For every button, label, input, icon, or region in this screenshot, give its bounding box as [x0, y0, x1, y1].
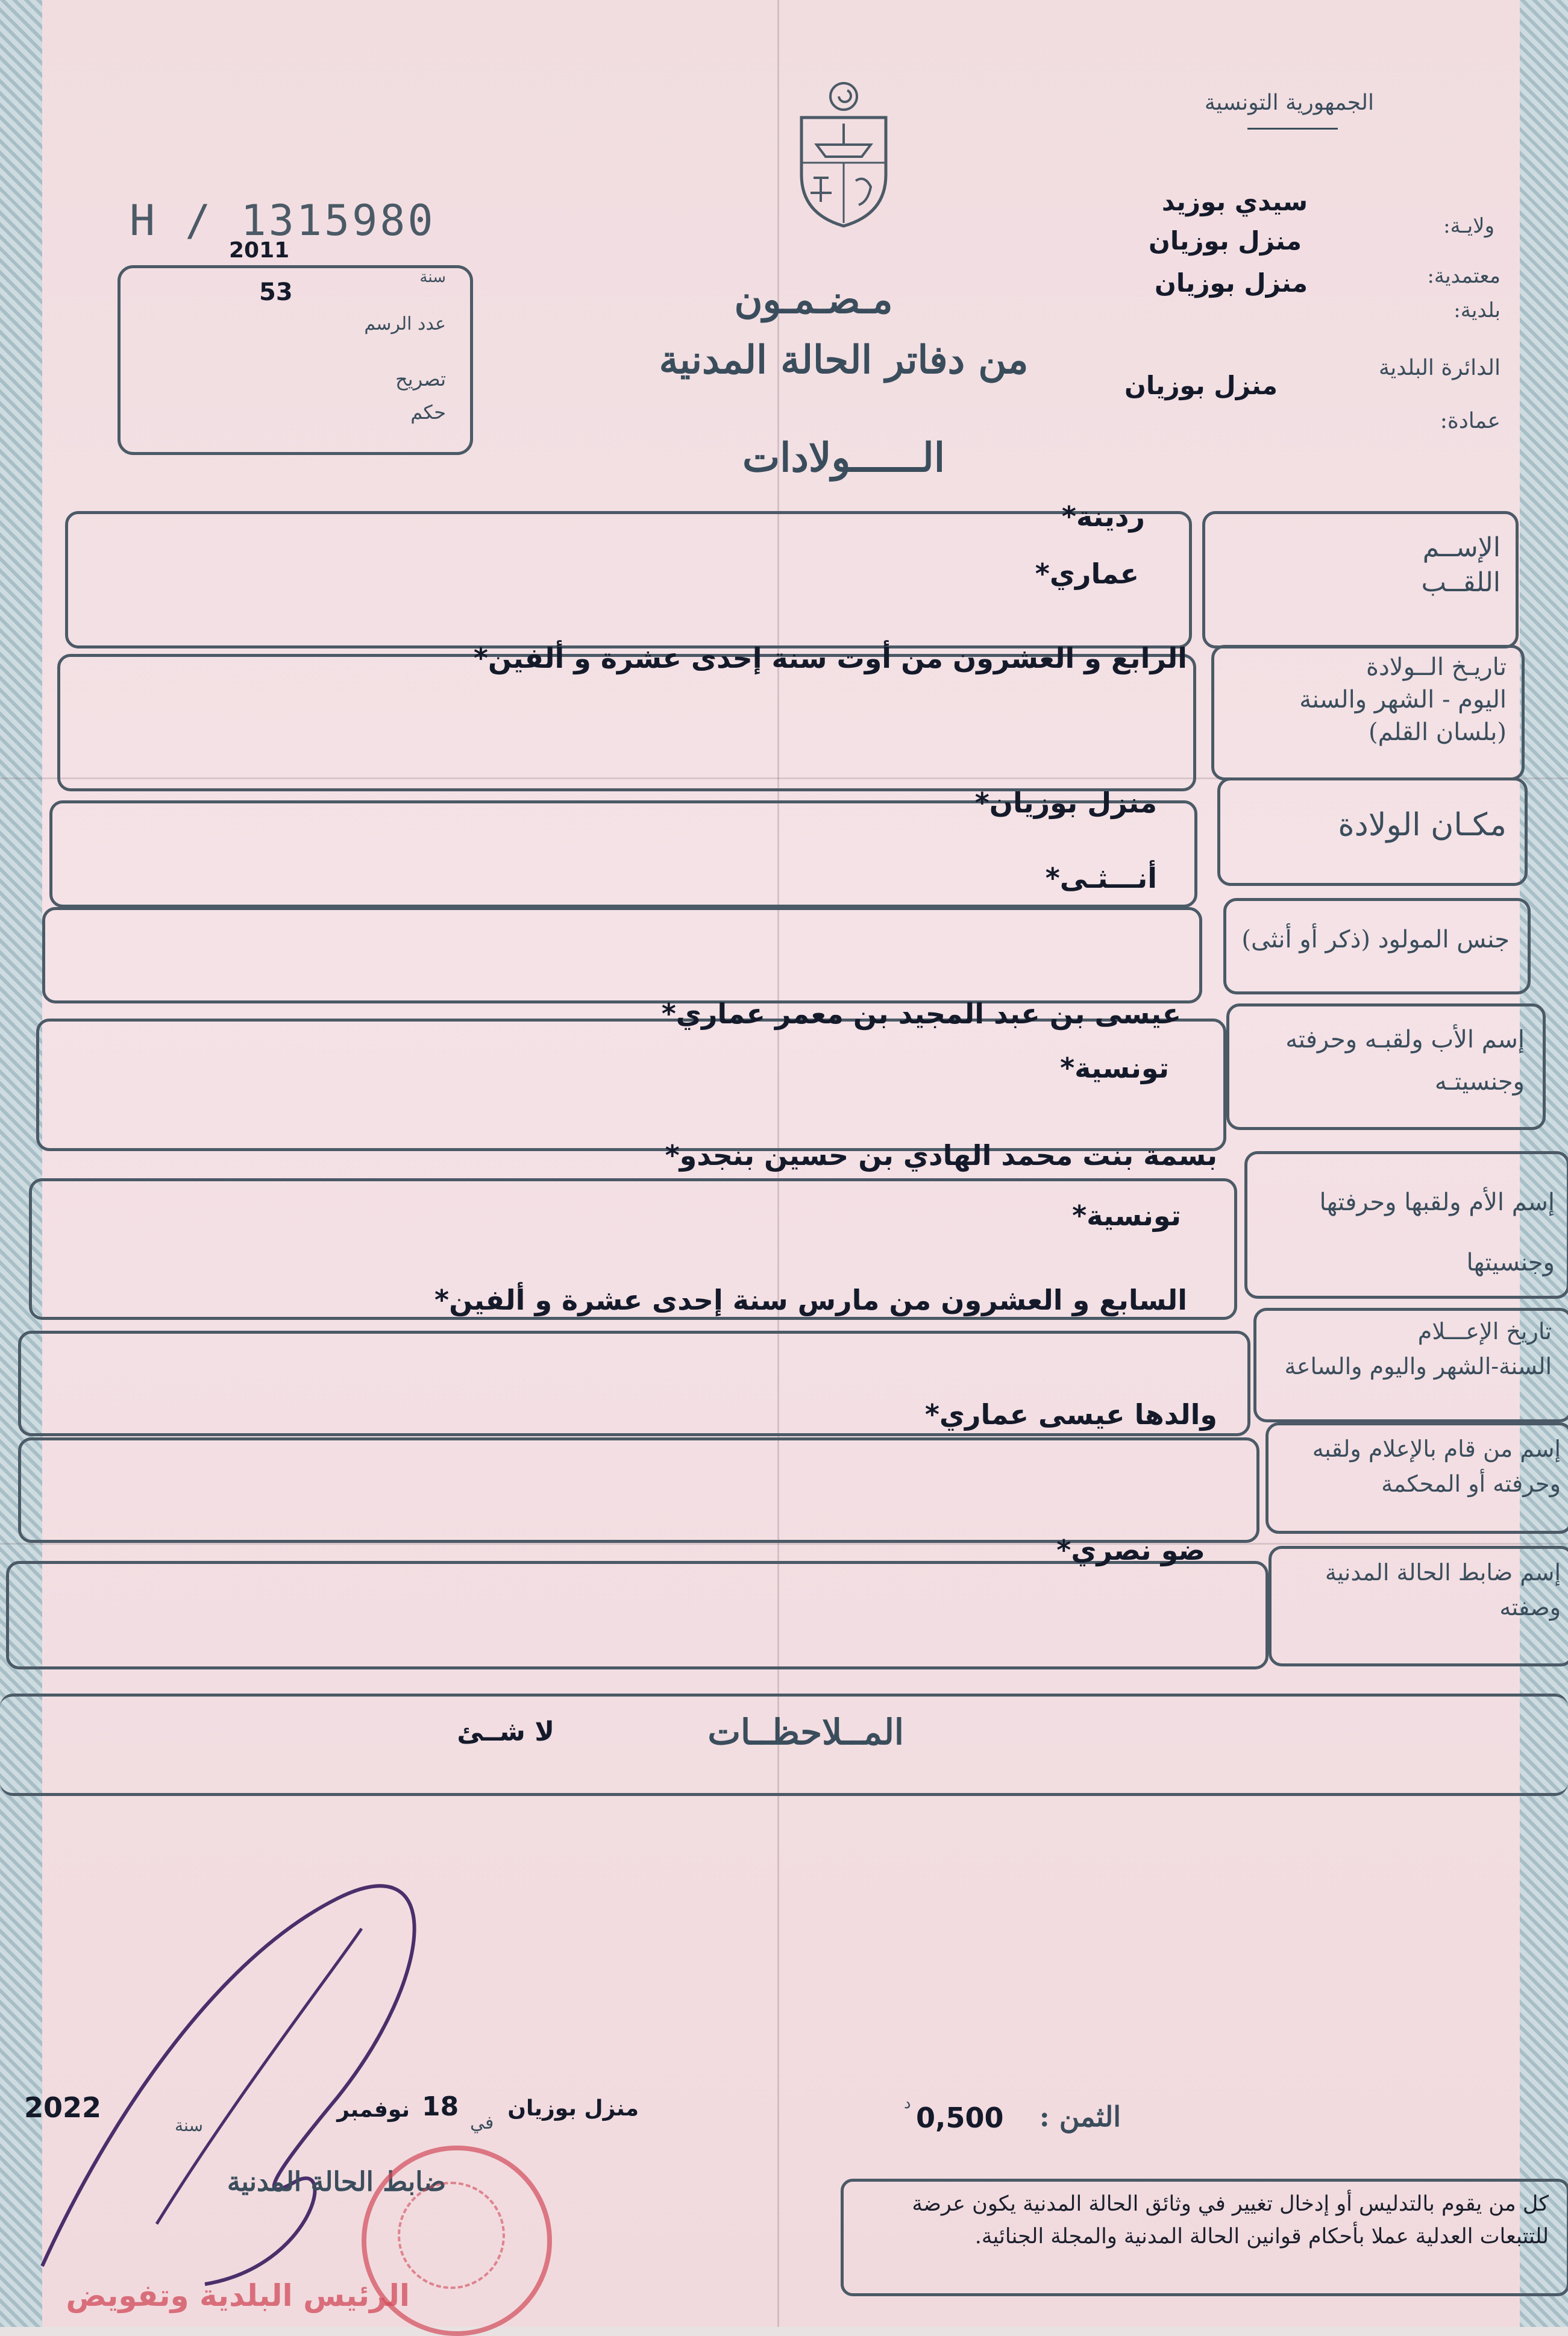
- judgment-label: حكم: [410, 401, 446, 424]
- coat-of-arms-icon: [789, 72, 898, 229]
- footer-fi: في: [470, 2112, 494, 2133]
- stamp-inner-ring: [398, 2182, 505, 2289]
- declarant-value: والدها عيسى عماري*: [924, 1398, 1217, 1431]
- declaration-label: تصريح: [395, 368, 446, 391]
- label-birth-place: مكـان الولادة: [1338, 807, 1507, 843]
- delegation-label: معتمدية:: [1427, 264, 1501, 288]
- label-name: الإســم اللقــب: [1421, 532, 1501, 598]
- officer-title: ضابط الحالة المدنية: [227, 2167, 446, 2197]
- municipality-label: بلدية:: [1454, 298, 1501, 322]
- year-label: سنة: [419, 268, 446, 286]
- value-field: [36, 1019, 1226, 1151]
- label-mother: إسم الأم ولقبها وحرفتها وجنسيتها: [1319, 1188, 1555, 1276]
- registration-number: 53: [259, 278, 293, 306]
- footer-place: منزل بوزيان: [507, 2096, 639, 2121]
- municipality-value: منزل بوزيان: [1154, 268, 1308, 298]
- number-label: عدد الرسم: [364, 313, 446, 334]
- republic-label: الجمهورية التونسية: [1204, 90, 1374, 115]
- registration-year: 2011: [229, 238, 290, 263]
- label-birth-date: تاريـخ الــولادة اليوم - الشهر والسنة (بلسان القلم): [1299, 653, 1507, 746]
- first-name-value: ردينة*: [1061, 500, 1145, 533]
- title-civil-registry: من دفاتر الحالة المدنية: [659, 338, 1029, 383]
- republic-underline: [1247, 128, 1338, 130]
- stamp-text: الرئيس البلدية وتفويض: [66, 2278, 410, 2313]
- district-label: الدائرة البلدية: [1378, 356, 1501, 380]
- price-value: 0,500: [916, 2102, 1004, 2134]
- legal-notice-text: كل من يقوم بالتدليس أو إدخال تغيير في وثائق الحالة المدنية يكون عرضة للتتبعات العدلية عملا بأحكام قوانين الحالة المدنية والمجلة الجنائية.: [912, 2192, 1549, 2249]
- value-field: [42, 907, 1202, 1003]
- remarks-value: لا شــئ: [457, 1716, 554, 1747]
- officer-value: ضو نصري*: [1056, 1534, 1205, 1566]
- label-declarant: إسم من قام بالإعلام ولقبه وحرفته أو المحكمة: [1312, 1436, 1561, 1497]
- imada-label: عمادة:: [1440, 409, 1501, 433]
- gender-value: أنـــثـى*: [1045, 862, 1157, 894]
- price-unit: د: [904, 2094, 911, 2112]
- serial-number: H / 1315980: [130, 196, 436, 245]
- remarks-label: المــلاحظــات: [707, 1712, 904, 1753]
- label-declaration-date: تاريخ الإعـــلام السنة-الشهر واليوم والساعة: [1284, 1318, 1552, 1380]
- label-officer: إسم ضابط الحالة المدنية وصفته: [1325, 1559, 1561, 1621]
- footer-year: 2022: [24, 2091, 102, 2124]
- label-father: إسم الأب ولقبـه وحرفته وجنسيتـه: [1285, 1026, 1525, 1096]
- mother-nationality-value: تونسية*: [1072, 1199, 1181, 1232]
- wilaya-value: سيدي بوزيد: [1161, 187, 1308, 216]
- price-label: الثمن :: [1039, 2100, 1121, 2133]
- wilaya-label: ولايـة:: [1443, 214, 1494, 238]
- label-gender: جنس المولود (ذكر أو أنثى): [1241, 926, 1510, 953]
- section-births: الــــــولادات: [742, 434, 946, 481]
- declaration-date-value: السابع و العشرون من مارس سنة إحدى عشرة و ألفين*: [434, 1284, 1187, 1316]
- district-value: منزل بوزيان: [1124, 371, 1278, 400]
- registration-box: [118, 265, 473, 455]
- value-field: [57, 654, 1196, 791]
- value-field: [6, 1561, 1269, 1669]
- mother-value: بسمة بنت محمد الهادي بن حسين بنجدو*: [665, 1139, 1217, 1172]
- fold-crease: [0, 1543, 1568, 1545]
- value-field: [18, 1437, 1259, 1543]
- footer-month: نوفمبر: [337, 2097, 410, 2122]
- birth-place-value: منزل بوزيان*: [974, 787, 1157, 819]
- title-madmoun: مـضـمـون: [734, 277, 893, 322]
- birth-date-value: الرابع و العشرون من أوت سنة إحدى عشرة و ألفين*: [473, 642, 1187, 674]
- delegation-value: منزل بوزيان: [1148, 226, 1302, 256]
- last-name-value: عماري*: [1035, 557, 1139, 590]
- father-value: عيسى بن عبد المجيد بن معمر عماري*: [661, 997, 1181, 1030]
- father-nationality-value: تونسية*: [1060, 1052, 1169, 1084]
- footer-year-label: سنة: [175, 2115, 203, 2135]
- footer-day: 18: [422, 2091, 459, 2122]
